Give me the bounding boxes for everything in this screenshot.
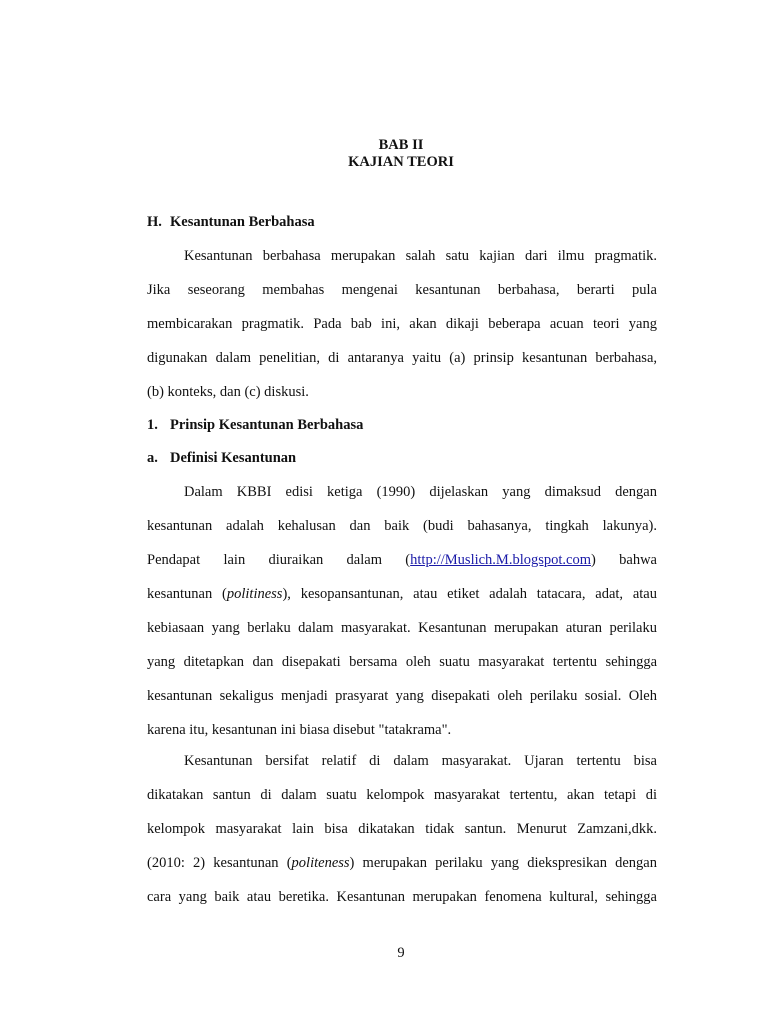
paragraph-definition xyxy=(147,482,657,754)
text-fragment: (2010: 2) kesantunan ( xyxy=(147,855,292,871)
section-marker: a. xyxy=(147,450,158,466)
source-link[interactable]: http://Muslich.M.blogspot.com xyxy=(410,552,591,568)
paragraph-line: karena itu, kesantunan ini biasa disebut "tatakrama". xyxy=(147,722,452,738)
text-fragment: ) xyxy=(591,552,596,568)
chapter-heading xyxy=(0,137,768,171)
text-fragment: ) merupakan perilaku yang diekspresikan dengan xyxy=(349,855,657,871)
paragraph-line: kesantunan adalah kehalusan dan baik (budi bahasanya, tingkah lakunya). xyxy=(147,518,657,534)
paragraph-line: Pendapat lain diuraikan dalam (http://Muslich.M.blogspot.com) bahwa xyxy=(147,552,657,568)
intro-paragraph xyxy=(147,246,657,416)
section-heading-1 xyxy=(147,415,363,435)
paragraph-line xyxy=(147,853,657,887)
paragraph-line: Jika seseorang membahas mengenai kesantunan berbahasa, berarti pula xyxy=(147,282,657,298)
section-title: Prinsip Kesantunan Berbahasa xyxy=(170,417,364,433)
paragraph-line: (b) konteks, dan (c) diskusi. xyxy=(147,384,309,400)
italic-term: politiness xyxy=(226,586,283,602)
paragraph-relative xyxy=(147,751,657,921)
page-number: 9 xyxy=(397,945,405,961)
paragraph-line xyxy=(147,584,657,618)
paragraph-line: digunakan dalam penelitian, di antaranya yaitu (a) prinsip kesantunan berbahasa, xyxy=(147,350,657,366)
section-title: Kesantunan Berbahasa xyxy=(170,214,315,230)
paragraph-line: Kesantunan berbahasa merupakan salah satu kajian dari ilmu pragmatik. xyxy=(184,248,657,264)
paragraph-line: yang ditetapkan dan disepakati bersama oleh suatu masyarakat tertentu sehingga xyxy=(147,654,657,670)
section-heading-h xyxy=(147,212,315,232)
paragraph-line: dikatakan santun di dalam suatu kelompok masyarakat tertentu, akan tetapi di xyxy=(147,787,657,803)
paragraph-line: Kesantunan bersifat relatif di dalam masyarakat. Ujaran tertentu bisa xyxy=(184,753,657,769)
section-marker: 1. xyxy=(147,417,158,433)
paragraph-line: membicarakan pragmatik. Pada bab ini, akan dikaji beberapa acuan teori yang xyxy=(147,316,657,332)
italic-term: politeness xyxy=(291,855,350,871)
paragraph-line: cara yang baik atau beretika. Kesantunan merupakan fenomena kultural, sehingga xyxy=(147,889,657,905)
text-fragment: ( xyxy=(405,552,411,568)
text-fragment: kesantunan ( xyxy=(147,586,227,602)
section-heading-a xyxy=(147,448,296,468)
section-marker: H. xyxy=(147,214,162,230)
paragraph-line: kelompok masyarakat lain bisa dikatakan tidak santun. Menurut Zamzani,dkk. xyxy=(147,821,657,837)
paragraph-line: Dalam KBBI edisi ketiga (1990) dijelaskan yang dimaksud dengan xyxy=(184,484,657,500)
paragraph-line: kebiasaan yang berlaku dalam masyarakat. Kesantunan merupakan aturan perilaku xyxy=(147,620,657,636)
paragraph-line: kesantunan sekaligus menjadi prasyarat yang disepakati oleh perilaku sosial. Oleh xyxy=(147,688,657,704)
chapter-title: KAJIAN TEORI xyxy=(348,154,454,170)
text-fragment: ), kesopansantunan, atau etiket adalah tatacara, adat, atau xyxy=(282,586,657,602)
section-title: Definisi Kesantunan xyxy=(170,450,297,466)
chapter-number: BAB II xyxy=(378,137,424,153)
